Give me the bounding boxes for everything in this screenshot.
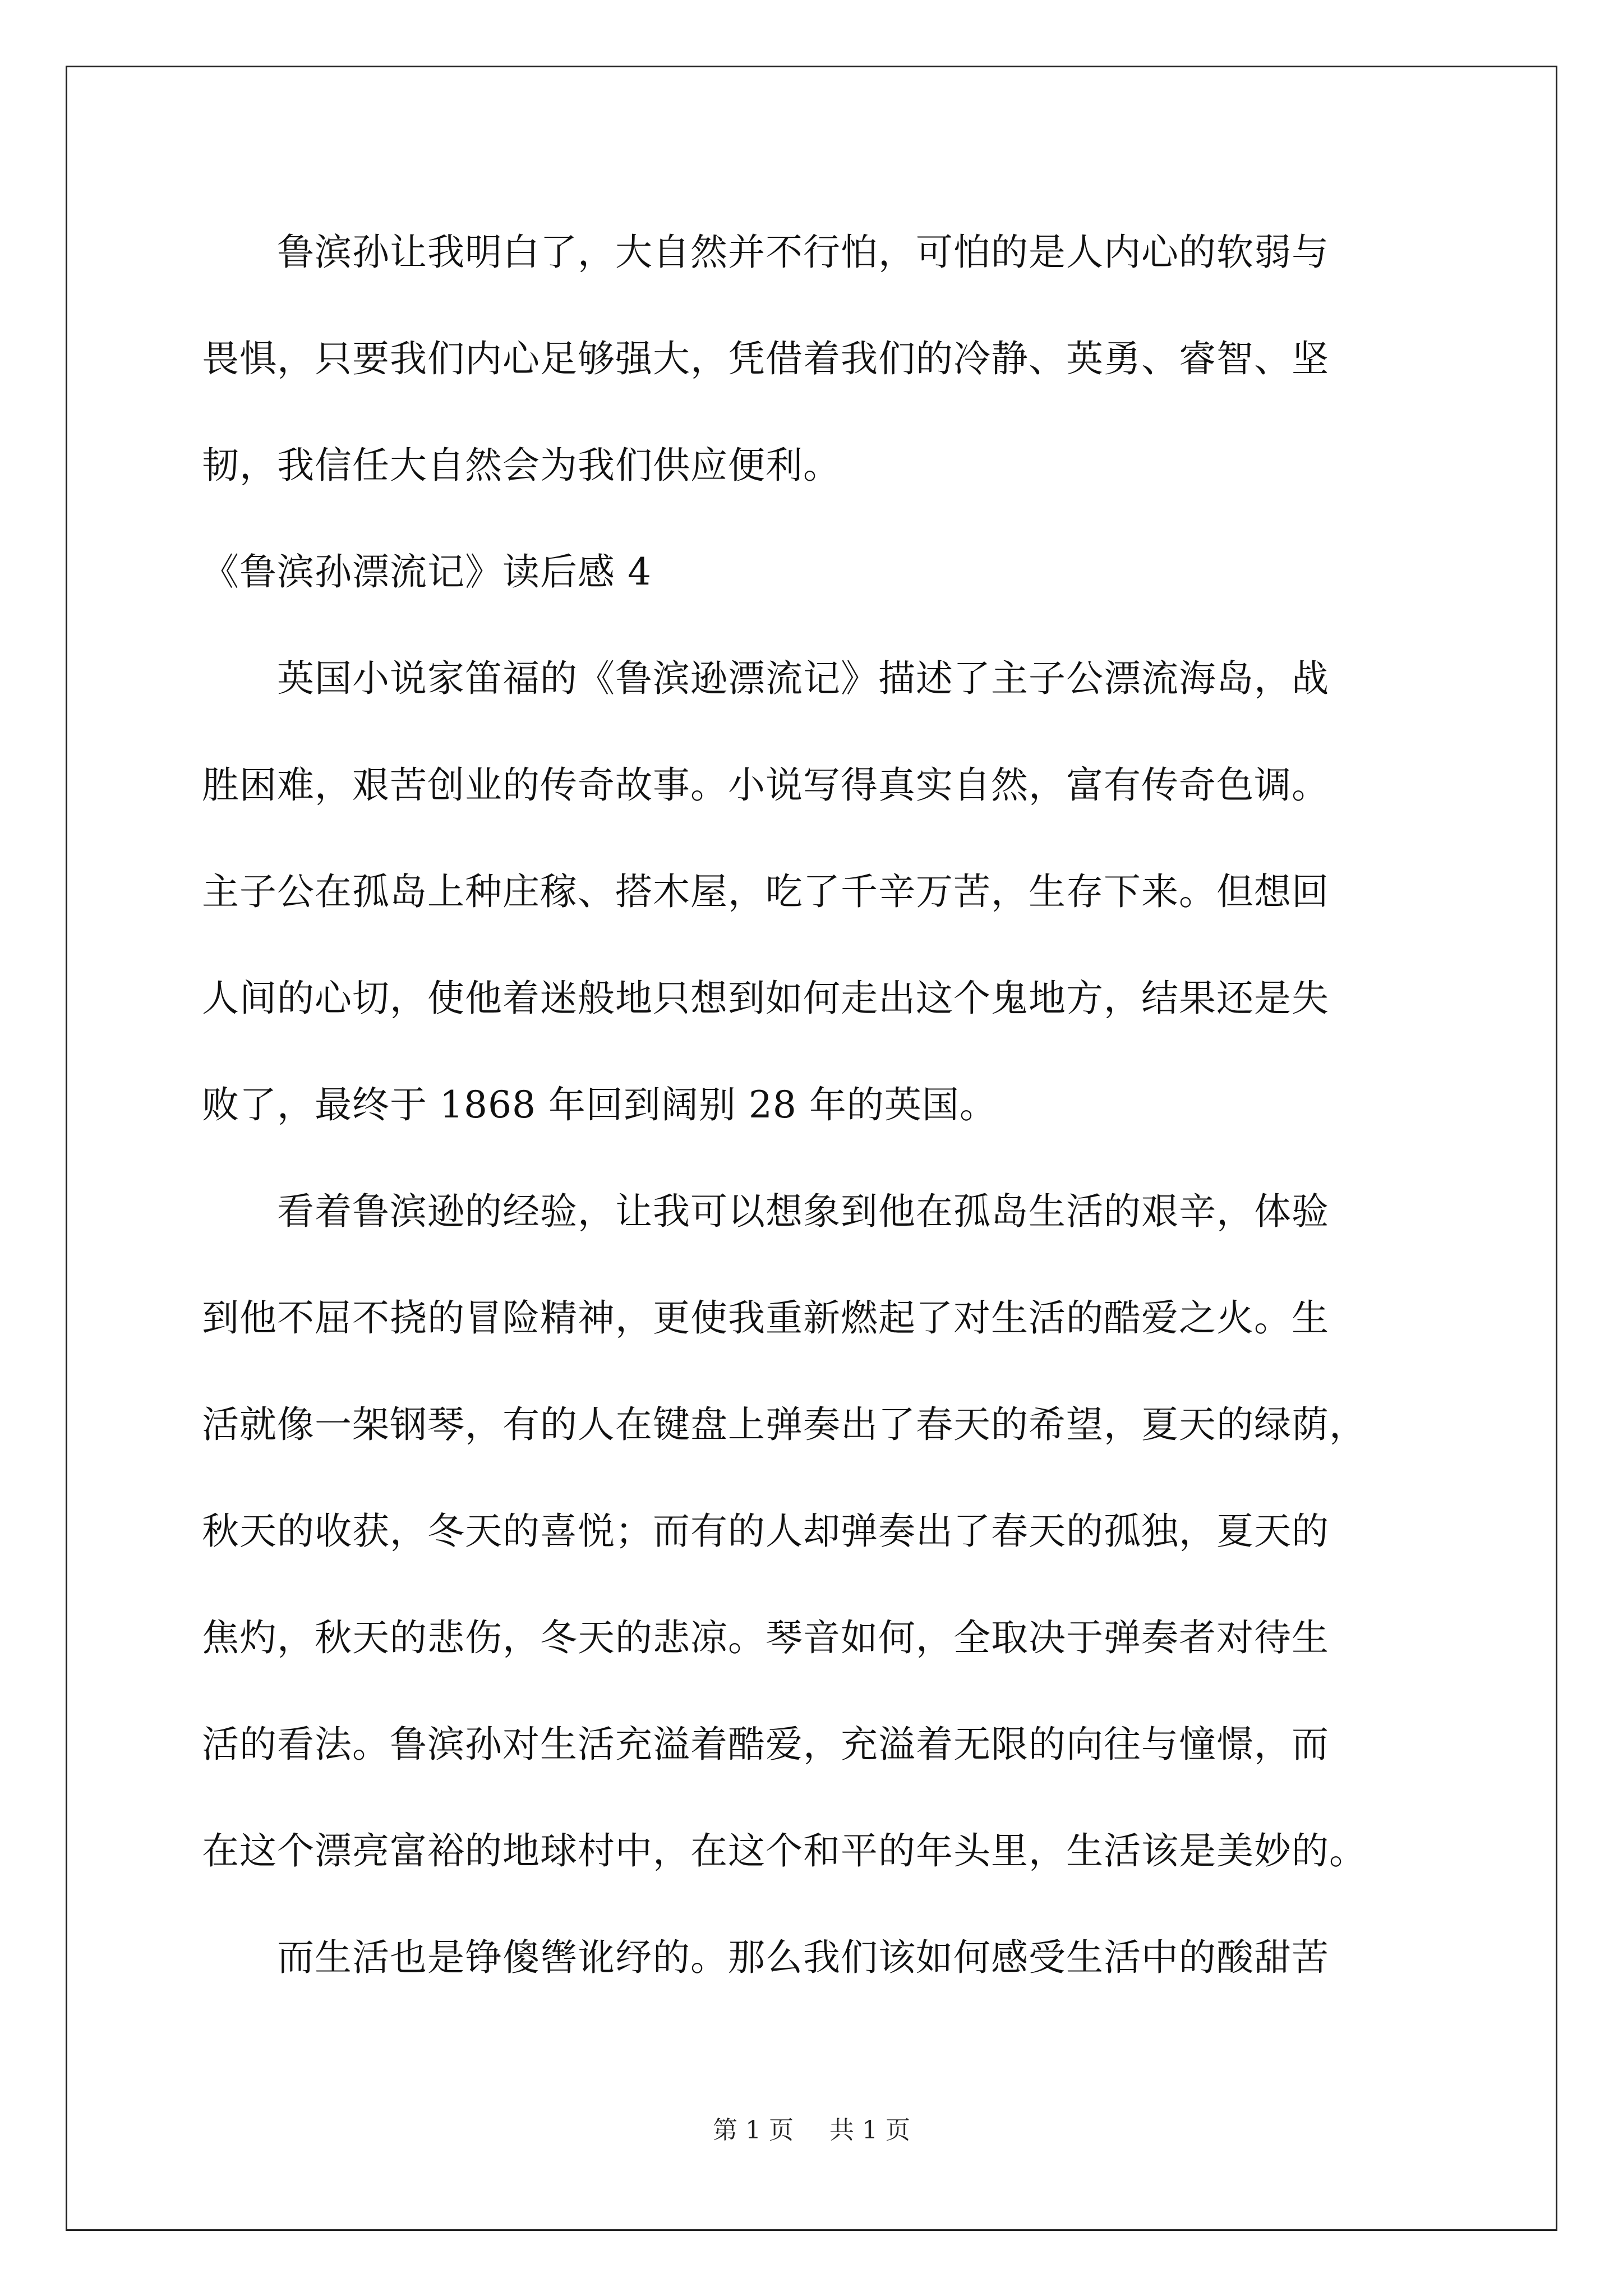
paragraph-line: 看着鲁滨逊的经验，让我可以想象到他在孤岛生活的艰辛，体验 [202,1190,1329,1233]
paragraph-line: 主子公在孤岛上种庄稼、搭木屋，吃了千辛万苦，生存下来。但想回 [202,870,1329,913]
paragraph-line: 畏惧，只要我们内心足够强大，凭借着我们的冷静、英勇、睿智、坚 [202,337,1329,380]
paragraph-line: 焦灼，秋天的悲伤，冬天的悲凉。琴音如何，全取决于弹奏者对待生 [202,1616,1329,1659]
paragraph-line: 英国小说家笛福的《鲁滨逊漂流记》描述了主子公漂流海岛，战 [202,657,1329,700]
paragraph-line: 鲁滨孙让我明白了，大自然并不行怕，可怕的是人内心的软弱与 [202,231,1329,274]
section-heading: 《鲁滨孙漂流记》读后感 4 [202,550,652,593]
paragraph-line: 秋天的收获，冬天的喜悦；而有的人却弹奏出了春天的孤独，夏天的 [202,1510,1329,1553]
paragraph-line: 在这个漂亮富裕的地球村中，在这个和平的年头里，生活该是美妙的。 [202,1829,1367,1872]
paragraph-line: 到他不屈不挠的冒险精神，更使我重新燃起了对生活的酷爱之火。生 [202,1296,1329,1340]
page-border [66,66,1557,2231]
paragraph-line: 人间的心切，使他着迷般地只想到如何走出这个鬼地方，结果还是失 [202,977,1329,1020]
paragraph-line: 韧，我信任大自然会为我们供应便利。 [202,444,841,487]
paragraph-line: 活就像一架钢琴，有的人在键盘上弹奏出了春天的希望，夏天的绿荫， [202,1403,1367,1446]
page-footer [0,2115,1623,2146]
paragraph-line: 而生活也是铮傻辔讹纾的。那么我们该如何感受生活中的酸甜苦 [202,1936,1329,1979]
page-number: 第 1 页 [713,2116,794,2145]
page-total: 共 1 页 [829,2116,910,2145]
paragraph-line: 败了，最终于 1868 年回到阔别 28 年的英国。 [202,1083,997,1126]
paragraph-line: 活的看法。鲁滨孙对生活充溢着酷爱，充溢着无限的向往与憧憬，而 [202,1723,1329,1766]
paragraph-line: 胜困难，艰苦创业的传奇故事。小说写得真实自然，富有传奇色调。 [202,763,1329,807]
